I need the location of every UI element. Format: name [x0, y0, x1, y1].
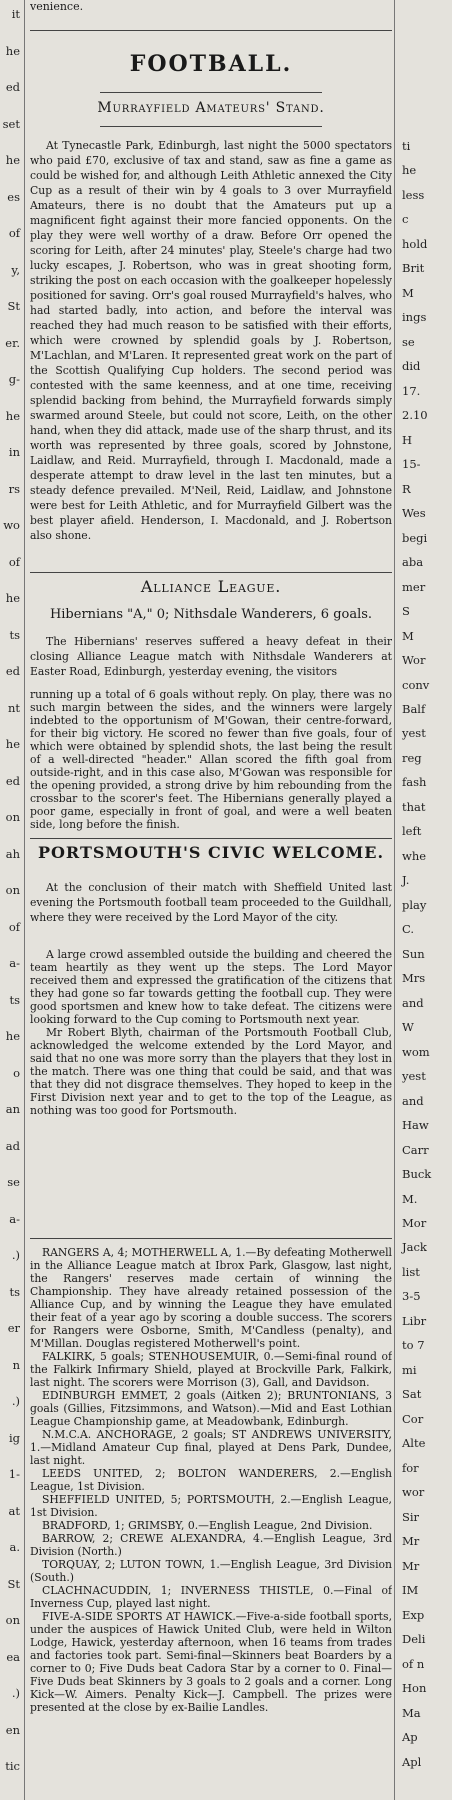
right-margin-fragment: he — [402, 163, 417, 178]
right-margin-fragment: aba — [402, 555, 424, 570]
right-margin-fragment: reg — [402, 750, 422, 765]
alliance-report — [30, 688, 392, 831]
left-margin-fragment: en — [5, 1722, 20, 1737]
right-margin-fragment: fash — [402, 775, 427, 790]
alliance-report-text: running up a total of 6 goals without reply. On play, there was no such margin between the sides, and the winners were largely indebted to the opportunism of M'Gowan, their centre-forward, for their big victory. He scored no fewer than five goals, four of which were obtained by splendid shots, the last being the result of a well-directed "header." Allan scored the fifth goal from outside-right, and in this case also, M'Gowan was responsible for the opening provided, a strong drive by him rebounding from the crossbar to the scorer's feet. The Hibernians generally played a poor game, especially in front of goal, and were a well beaten side, long before the finish. — [30, 688, 392, 831]
left-margin-fragment: ts — [9, 1284, 20, 1299]
right-margin-fragment: 15- — [402, 457, 421, 472]
right-margin-fragment: c — [402, 212, 409, 227]
result-brief: CLACHNACUDDIN, 1; INVERNESS THISTLE, 0.—Final of Inverness Cup, played last night. — [30, 1584, 392, 1610]
left-margin-fragment: he — [5, 1029, 20, 1043]
right-margin-fragment: W — [402, 1020, 414, 1035]
right-margin-fragment: wor — [402, 1485, 425, 1500]
portsmouth-intro-text: At the conclusion of their match with Sheffield United last evening the Portsmouth football team proceeded to the Guildhall, where they were received by the Lord Mayor of the city. — [30, 881, 392, 924]
left-margin-fragment: he — [5, 737, 20, 751]
result-brief: SHEFFIELD UNITED, 5; PORTSMOUTH, 2.—English League, 1st Division. — [30, 1493, 392, 1519]
left-margin-fragment: on — [5, 1613, 20, 1627]
right-margin-fragment: Haw — [402, 1118, 429, 1133]
right-margin-fragment: whe — [402, 848, 427, 863]
left-margin-fragment: St — [7, 299, 20, 313]
football-report — [30, 138, 392, 543]
left-margin-fragment: n — [12, 1357, 20, 1372]
right-margin-fragment: Buck — [402, 1167, 432, 1182]
article-column — [30, 0, 392, 1800]
previous-article-tail: venience. — [30, 0, 84, 13]
right-margin-fragment: se — [402, 334, 415, 349]
right-margin-fragment: Apl — [402, 1754, 422, 1769]
section-rule — [30, 1238, 392, 1239]
section-rule — [30, 572, 392, 573]
result-brief: EDINBURGH EMMET, 2 goals (Aitken 2); BRUNTONIANS, 3 goals (Gillies, Fitzsimmons, and Watson).—Mid and East Lothian League Championship game, at Meadowbank, Edinburgh. — [30, 1389, 392, 1428]
left-margin-fragment: ts — [9, 992, 20, 1007]
right-margin-fragment: 3-5 — [402, 1289, 421, 1304]
right-margin-fragment: and — [402, 995, 424, 1010]
right-margin-fragment: Balf — [402, 701, 426, 716]
left-margin-fragment: he — [5, 591, 20, 605]
right-margin-fragment: S — [402, 604, 410, 619]
right-margin-fragment: Wes — [402, 506, 426, 521]
left-margin-fragment: in — [8, 445, 20, 459]
right-margin-fragment: for — [402, 1460, 419, 1475]
left-margin-fragment: .) — [11, 1686, 20, 1700]
section-rule — [30, 30, 392, 31]
left-margin-fragment: on — [5, 810, 20, 824]
left-margin-fragment: St — [7, 1576, 20, 1591]
right-margin-fragment: 17. — [402, 383, 421, 398]
right-margin-fragment: mer — [402, 579, 426, 594]
right-margin-fragment: Mor — [402, 1216, 427, 1230]
results-briefs — [30, 1246, 392, 1714]
alliance-result: Hibernians "A," 0; Nithsdale Wanderers, 6 goals. — [49, 607, 373, 622]
football-subheading: Murrayfield Amateurs' Stand. — [97, 100, 325, 116]
left-margin-fragment: ig — [8, 1430, 20, 1445]
result-brief: TORQUAY, 2; LUTON TOWN, 1.—English League, 3rd Division (South.) — [30, 1558, 392, 1584]
right-margin-fragment: Cor — [402, 1411, 424, 1426]
left-margin-fragment: ad — [5, 1138, 20, 1153]
right-margin-fragment: Brit — [402, 261, 425, 276]
left-margin-fragment: a- — [9, 956, 20, 970]
portsmouth-report — [30, 948, 392, 1117]
right-margin-fragment: M — [402, 285, 414, 300]
left-margin-fragment: es — [7, 189, 20, 204]
left-margin-fragment: he — [5, 153, 20, 167]
right-margin-fragment: M. — [402, 1191, 418, 1206]
left-margin-fragment: set — [2, 116, 20, 131]
right-margin-fragment: M — [402, 628, 414, 643]
right-margin-fragment: hold — [402, 236, 428, 251]
right-margin-fragment: ti — [402, 139, 411, 153]
right-margin-fragment: Sun — [402, 946, 425, 961]
right-margin-fragment: play — [402, 897, 427, 912]
football-heading: FOOTBALL. — [129, 51, 293, 77]
left-margin-fragment: er — [7, 1321, 20, 1335]
right-margin-fragment: ings — [402, 310, 427, 325]
right-margin-fragment: Ap — [402, 1730, 418, 1745]
left-margin-fragment: he — [5, 43, 20, 58]
right-margin-fragment: Wor — [402, 653, 426, 668]
right-margin-fragment: list — [402, 1264, 420, 1279]
result-brief: LEEDS UNITED, 2; BOLTON WANDERERS, 2.—English League, 1st Division. — [30, 1467, 392, 1493]
result-brief: RANGERS A, 4; MOTHERWELL A, 1.—By defeating Motherwell in the Alliance League match at Ibrox Park, Glasgow, last night, the Rangers' reserves made certain of winning the Championship. They have already retained possession of the Alliance Cup, and by winning the League they have emulated their feat of a year ago by scoring a double success. The scorers for Rangers were Osborne, Smith, M'Candless (penalty), and M'Millan. Douglas registered Motherwell's point. — [30, 1246, 392, 1350]
right-margin-fragment: Ma — [402, 1705, 421, 1720]
column-rule-right — [394, 0, 395, 1800]
left-margin-fragment: se — [7, 1175, 20, 1189]
right-margin-fragment: yest — [402, 1069, 426, 1084]
left-margin-fragment: an — [5, 1102, 20, 1116]
right-margin-fragment: Sat — [402, 1387, 422, 1402]
subheading-rule — [100, 126, 322, 127]
left-margin-fragment: nt — [7, 700, 20, 715]
right-margin-fragment: Libr — [402, 1313, 427, 1328]
result-brief: FALKIRK, 5 goals; STENHOUSEMUIR, 0.—Semi-final round of the Falkirk Infirmary Shield, played at Brockville Park, Falkirk, last night. The scorers were Morrison (3), Gall, and Davidson. — [30, 1350, 392, 1389]
left-margin-fragment: ts — [9, 627, 20, 642]
right-margin-fragment: IM — [402, 1583, 419, 1598]
left-margin-fragment: 1- — [8, 1467, 20, 1481]
left-margin-fragment: he — [5, 408, 20, 423]
left-margin-fragment: y, — [11, 262, 20, 277]
left-margin-fragment: ah — [5, 846, 20, 861]
left-margin-fragment: .) — [11, 1394, 20, 1408]
right-margin-clipped-column — [398, 0, 452, 1800]
left-margin-fragment: ea — [6, 1649, 20, 1664]
result-brief: BRADFORD, 1; GRIMSBY, 0.—English League, 2nd Division. — [42, 1519, 373, 1532]
right-margin-fragment: wom — [402, 1044, 430, 1059]
right-margin-fragment: yest — [402, 726, 426, 741]
right-margin-fragment: Carr — [402, 1142, 429, 1157]
right-margin-fragment: Exp — [402, 1607, 425, 1622]
alliance-heading: Alliance League. — [140, 577, 282, 596]
left-margin-fragment: at — [8, 1503, 20, 1518]
right-margin-fragment: Jack — [402, 1240, 427, 1255]
heading-rule — [100, 92, 322, 93]
left-margin-fragment: ed — [5, 664, 20, 678]
right-margin-fragment: Hon — [402, 1681, 427, 1696]
left-margin-fragment: of — [8, 919, 20, 934]
right-margin-fragment: 2.10 — [402, 408, 428, 423]
result-brief: N.M.C.A. ANCHORAGE, 2 goals; ST ANDREWS UNIVERSITY, 1.—Midland Amateur Cup final, played at Dens Park, Dundee, last night. — [30, 1428, 392, 1467]
left-margin-fragment: rs — [8, 481, 20, 496]
column-rule-left — [24, 0, 25, 1800]
portsmouth-report-para-1: A large crowd assembled outside the building and cheered the team heartily as they went up the steps. The Lord Mayor received them and expressed the gratification of the citizens that they had gone so far towards getting the football cup. They were good sportsmen and knew how to take defeat. The citizens were looking forward to the Cup coming to Portsmouth next year. — [30, 948, 392, 1026]
right-margin-fragment: mi — [402, 1362, 417, 1377]
result-brief: BARROW, 2; CREWE ALEXANDRA, 4.—English League, 3rd Division (North.) — [30, 1532, 392, 1558]
left-margin-fragment: ed — [5, 773, 20, 788]
right-margin-fragment: J. — [402, 873, 410, 888]
left-margin-fragment: er. — [5, 335, 20, 350]
left-margin-fragment: tic — [5, 1759, 20, 1773]
left-margin-fragment: a- — [9, 1211, 20, 1226]
right-margin-fragment: did — [402, 359, 421, 374]
right-margin-fragment: Mr — [402, 1558, 420, 1573]
right-margin-fragment: C. — [402, 922, 415, 937]
right-margin-fragment: Alte — [402, 1436, 426, 1451]
right-margin-fragment: Deli — [402, 1632, 426, 1647]
right-margin-fragment: R — [402, 481, 411, 496]
left-margin-fragment: of — [8, 226, 20, 240]
left-margin-fragment: a. — [9, 1540, 20, 1554]
right-margin-fragment: that — [402, 799, 426, 814]
left-margin-fragment: o — [13, 1065, 20, 1080]
left-margin-fragment: it — [11, 7, 20, 21]
right-margin-fragment: H — [402, 432, 413, 447]
right-margin-fragment: conv — [402, 677, 430, 692]
left-margin-fragment: of — [8, 554, 20, 569]
left-margin-fragment: g- — [8, 372, 20, 386]
left-margin-fragment: .) — [11, 1248, 20, 1262]
portsmouth-intro — [30, 880, 392, 925]
portsmouth-report-para-2: Mr Robert Blyth, chairman of the Portsmouth Football Club, acknowledged the welcome extended by the Lord Mayor, and said that no one was more sorry than the players that they lost in the match. There was one thing that could be said, and that was that they did not disgrace themselves. They hoped to keep in the First Division next year and to get to the top of the League, as nothing was too good for Portsmouth. — [30, 1026, 392, 1117]
portsmouth-heading: PORTSMOUTH'S CIVIC WELCOME. — [37, 843, 385, 862]
right-margin-fragment: left — [402, 824, 422, 839]
left-margin-fragment: ed — [5, 80, 20, 94]
right-margin-fragment: begi — [402, 530, 428, 545]
result-brief: FIVE-A-SIDE SPORTS AT HAWICK.—Five-a-side football sports, under the auspices of Hawick United Club, were held in Wilton Lodge, Hawick, yesterday afternoon, when 16 teams from trades and factories took part. Semi-final—Skinners beat Boarders by a corner to 0; Five Duds beat Cadora Star by a corner to 0. Final—Five Duds beat Skinners by 3 goals to 2 goals and a corner. Long Kick—W. Aimers. Penalty Kick—J. Campbell. The prizes were presented at the close by ex-Bailie Landles. — [30, 1610, 392, 1714]
football-report-text: At Tynecastle Park, Edinburgh, last night the 5000 spectators who paid £70, exclusive of tax and stand, saw as fine a game as could be wished for, and although Leith Athletic annexed the City Cup as a result of their win by 4 goals to 3 over Murrayfield Amateurs, there is no doubt that the Amateurs put up a magnificent fight against their more fancied opponents. On the play they were well worthy of a draw. Before Orr opened the scoring for Leith, after 24 minutes' play, Steele's charge had two lucky escapes, J. Robertson, who was in great shooting form, striking the post on each occasion with the goalkeeper hopelessly positioned for saving. Orr's goal roused Murrayfield's halves, who had started badly, into action, and before the interval was reached they had much reason to be satisfied with their efforts, which were crowned by splendid goals by J. Robertson, M'Lachlan, and M'Laren. It represented great work on the part of the Scottish Qualifying Cup holders. The second period was contested with the same keenness, and at one time, receiving splendid backing from behind, the Murrayfield forwards simply swarmed around Steele, but could not score, Leith, on the other hand, when they did attack, made use of the sharp thrust, and its worth was represented by three goals, scored by Johnstone, Laidlaw, and Reid. Murrayfield, through I. Macdonald, made a desperate attempt to draw level in the last ten minutes, but a steady defence prevailed. M'Neil, Reid, Laidlaw, and Johnstone were best for Leith Athletic, and for Murrayfield Gilbert was the best player afield. Henderson, I. Macdonald, and J. Robertson also shone. — [30, 139, 392, 542]
left-margin-fragment: on — [5, 883, 20, 897]
right-margin-fragment: Mr — [402, 1534, 420, 1549]
right-margin-fragment: less — [402, 187, 425, 202]
alliance-intro-text: The Hibernians' reserves suffered a heavy defeat in their closing Alliance League match with Nithsdale Wanderers at Easter Road, Edinburgh, yesterday evening, the visitors — [30, 635, 392, 678]
alliance-intro — [30, 634, 392, 679]
right-margin-fragment: Mrs — [402, 971, 426, 986]
right-margin-fragment: to 7 — [402, 1338, 425, 1353]
right-margin-fragment: Sir — [402, 1509, 420, 1524]
left-margin-clipped-column — [0, 0, 22, 1800]
right-margin-fragment: of n — [402, 1656, 425, 1671]
section-rule — [30, 838, 392, 839]
left-margin-fragment: wo — [3, 518, 20, 532]
right-margin-fragment: and — [402, 1093, 424, 1108]
